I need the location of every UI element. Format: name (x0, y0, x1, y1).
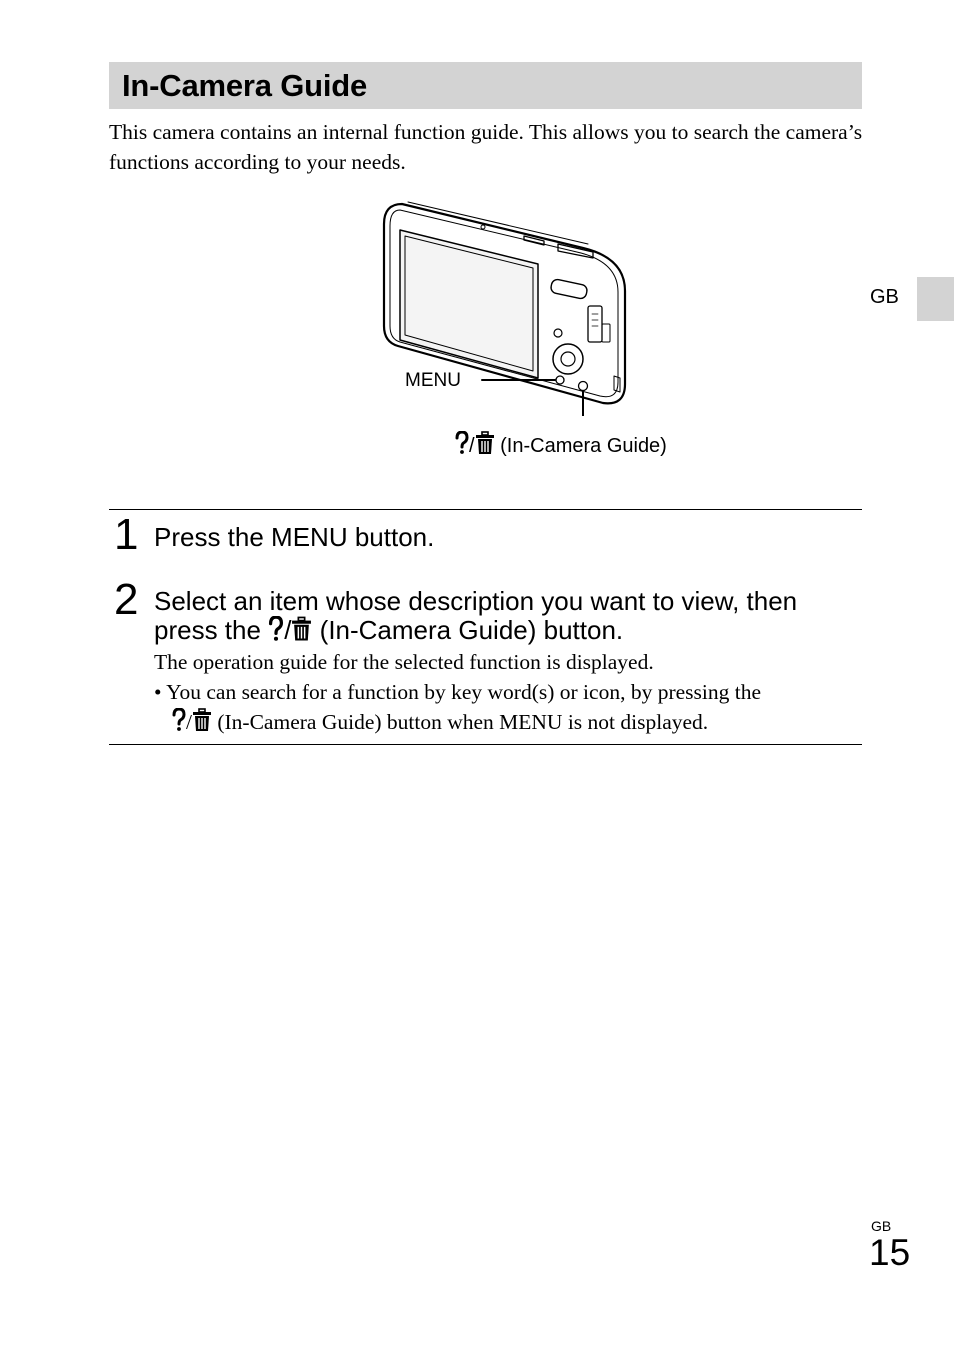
section-title: In-Camera Guide (122, 68, 368, 103)
step-2-text-pre: press the (154, 615, 261, 645)
step-2-bullet-line2 (172, 707, 872, 737)
trash-icon (475, 431, 495, 455)
trash-icon (291, 616, 312, 642)
bullet-slash: / (186, 710, 192, 734)
procedure-top-rule (109, 509, 862, 510)
bullet-text-line2: (In-Camera Guide) button when MENU is not displayed. (217, 710, 709, 734)
help-icon (455, 431, 469, 455)
page-number: 15 (869, 1232, 911, 1273)
help-icon (172, 708, 186, 732)
guide-callout-text: (In-Camera Guide) (500, 435, 667, 457)
step-2-text-line1: Select an item whose description you want to view, then (154, 586, 798, 616)
step-2-text-post: (In-Camera Guide) button. (319, 615, 624, 645)
step-2-number: 2 (114, 575, 139, 624)
procedure-bottom-rule (109, 744, 862, 745)
step-2-slash: / (284, 615, 292, 645)
trash-icon (192, 708, 212, 732)
section-title-bar (109, 62, 862, 109)
step-1-text: Press the MENU button. (154, 522, 435, 552)
side-tab (917, 277, 954, 321)
intro-paragraph: This camera contains an internal function guide. This allows you to search the camera’s functions according to your needs. (109, 120, 863, 174)
menu-callout-label: MENU (405, 370, 461, 391)
guide-callout-label (455, 431, 667, 458)
bullet-mark: • (154, 680, 162, 704)
step-2-body: The operation guide for the selected function is displayed. (154, 650, 654, 674)
step-2-text-line2 (154, 616, 623, 645)
step-2-bullet-line1 (154, 677, 854, 707)
bullet-text-line1: You can search for a function by key word(s) or icon, by pressing the (166, 680, 762, 704)
step-1-number: 1 (114, 510, 139, 559)
page-region-label: GB (871, 1218, 892, 1234)
guide-callout-slash: / (469, 435, 475, 457)
help-icon (268, 616, 284, 642)
side-tab-label: GB (870, 286, 899, 308)
